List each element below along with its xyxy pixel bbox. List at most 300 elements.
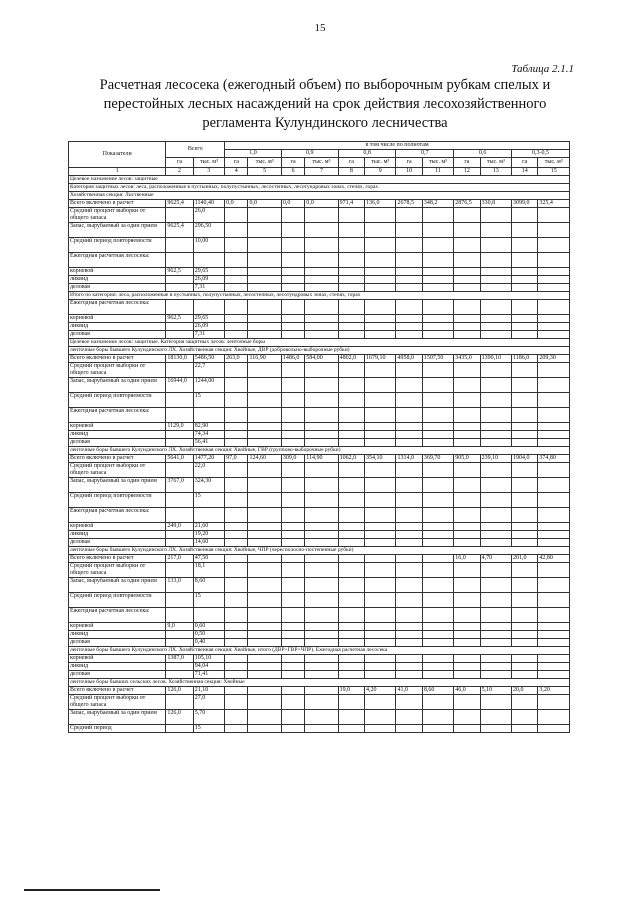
- table-cell: [538, 300, 570, 315]
- table-cell: [166, 408, 193, 423]
- table-cell: [248, 463, 281, 478]
- header-unit-ha: га: [225, 158, 248, 168]
- table-cell: [512, 284, 538, 292]
- table-cell: [305, 531, 338, 539]
- table-row: [69, 555, 570, 563]
- table-cell: [422, 463, 453, 478]
- table-cell: [512, 238, 538, 253]
- table-cell: [512, 431, 538, 439]
- table-cell: [305, 323, 338, 331]
- header-unit-volume: тыс. м³: [422, 158, 453, 168]
- column-number: 8: [338, 168, 364, 176]
- table-cell: [365, 608, 396, 623]
- table-cell: [538, 408, 570, 423]
- table-cell: [365, 539, 396, 547]
- table-cell: [305, 710, 338, 725]
- row-label: Средний процент выборки от общего запаса: [69, 208, 166, 223]
- table-cell: [225, 655, 248, 663]
- table-cell: 14,60: [193, 539, 224, 547]
- table-cell: [454, 363, 480, 378]
- table-cell: [281, 431, 304, 439]
- table-row: [69, 268, 570, 276]
- table-cell: [248, 593, 281, 608]
- table-cell: [365, 268, 396, 276]
- header-unit-ha: га: [166, 158, 193, 168]
- table-cell: [281, 523, 304, 531]
- table-cell: [512, 423, 538, 431]
- table-cell: [305, 593, 338, 608]
- table-cell: 0,50: [193, 631, 224, 639]
- table-cell: [512, 315, 538, 323]
- table-cell: [248, 623, 281, 631]
- table-cell: [281, 578, 304, 593]
- row-label: ликвид: [69, 631, 166, 639]
- table-cell: [338, 631, 364, 639]
- table-cell: 584,00: [305, 355, 338, 363]
- table-cell: [338, 663, 364, 671]
- table-cell: [512, 725, 538, 733]
- table-cell: 309,0: [281, 455, 304, 463]
- table-cell: 1904,0: [512, 455, 538, 463]
- header-unit-volume: тыс. м³: [365, 158, 396, 168]
- table-cell: [338, 539, 364, 547]
- table-row: [69, 238, 570, 253]
- table-cell: 26,0: [193, 208, 224, 223]
- table-cell: [480, 431, 511, 439]
- table-cell: [538, 223, 570, 238]
- row-label: деловая: [69, 439, 166, 447]
- table-cell: [422, 423, 453, 431]
- table-cell: [365, 439, 396, 447]
- table-cell: [454, 423, 480, 431]
- table-cell: 94,04: [193, 663, 224, 671]
- table-cell: 201,0: [512, 555, 538, 563]
- table-cell: [338, 725, 364, 733]
- table-cell: [248, 493, 281, 508]
- row-label: Средний процент выборки от общего запаса: [69, 563, 166, 578]
- header-density: 0,3-0,5: [512, 150, 570, 158]
- column-number: 9: [365, 168, 396, 176]
- table-cell: [305, 284, 338, 292]
- table-cell: [422, 439, 453, 447]
- table-cell: [422, 578, 453, 593]
- table-cell: 27,0: [193, 695, 224, 710]
- table-cell: [538, 463, 570, 478]
- table-cell: [422, 363, 453, 378]
- row-label: Запас, вырубаемый за один прием: [69, 378, 166, 393]
- table-cell: [538, 331, 570, 339]
- table-cell: [512, 300, 538, 315]
- table-cell: [248, 639, 281, 647]
- table-cell: [538, 363, 570, 378]
- column-number: 6: [281, 168, 304, 176]
- table-cell: [512, 408, 538, 423]
- table-row: [69, 331, 570, 339]
- table-cell: 209,30: [538, 355, 570, 363]
- table-cell: [281, 563, 304, 578]
- table-cell: 296,50: [193, 223, 224, 238]
- table-cell: [248, 663, 281, 671]
- table-cell: [338, 639, 364, 647]
- table-row: [69, 208, 570, 223]
- row-label: Средний период повторяемости: [69, 493, 166, 508]
- table-cell: [305, 539, 338, 547]
- table-cell: [480, 631, 511, 639]
- table-cell: [338, 276, 364, 284]
- table-cell: 124,60: [248, 455, 281, 463]
- table-cell: 7,31: [193, 331, 224, 339]
- row-label: деловая: [69, 284, 166, 292]
- table-row: [69, 593, 570, 608]
- table-cell: [396, 408, 422, 423]
- table-cell: [454, 639, 480, 647]
- table-cell: [538, 431, 570, 439]
- table-cell: 97,0: [225, 455, 248, 463]
- table-cell: [225, 393, 248, 408]
- table-cell: [480, 655, 511, 663]
- table-cell: [225, 408, 248, 423]
- table-row: [69, 578, 570, 593]
- row-label: Запас, вырубаемый за один прием: [69, 478, 166, 493]
- table-cell: [305, 378, 338, 393]
- table-cell: [225, 463, 248, 478]
- table-cell: [166, 725, 193, 733]
- table-cell: [166, 208, 193, 223]
- table-cell: [248, 423, 281, 431]
- header-indicator: Показатели: [69, 142, 166, 168]
- table-cell: [365, 208, 396, 223]
- table-row: [69, 363, 570, 378]
- table-cell: [454, 253, 480, 268]
- table-cell: [538, 523, 570, 531]
- table-cell: [396, 463, 422, 478]
- row-label: Средний период повторяемости: [69, 393, 166, 408]
- table-cell: [305, 695, 338, 710]
- header-density: 1,0: [225, 150, 282, 158]
- table-cell: [512, 671, 538, 679]
- table-cell: [338, 523, 364, 531]
- table-cell: [480, 531, 511, 539]
- column-number: 15: [538, 168, 570, 176]
- table-cell: [248, 725, 281, 733]
- table-cell: [338, 393, 364, 408]
- table-cell: [305, 276, 338, 284]
- table-cell: [248, 531, 281, 539]
- column-number: 12: [454, 168, 480, 176]
- row-label: Средний период повторяемости: [69, 593, 166, 608]
- table-cell: [166, 431, 193, 439]
- table-cell: [512, 578, 538, 593]
- table-cell: [281, 284, 304, 292]
- table-cell: [365, 323, 396, 331]
- table-cell: [365, 623, 396, 631]
- table-cell: [281, 331, 304, 339]
- table-cell: [422, 623, 453, 631]
- table-cell: [454, 695, 480, 710]
- table-cell: [512, 593, 538, 608]
- table-cell: [166, 663, 193, 671]
- table-cell: [281, 238, 304, 253]
- table-cell: 962,5: [166, 268, 193, 276]
- table-cell: 2678,5: [396, 200, 422, 208]
- table-cell: 0,40: [193, 639, 224, 647]
- table-cell: [480, 323, 511, 331]
- table-cell: [166, 639, 193, 647]
- table-cell: [338, 331, 364, 339]
- table-cell: [225, 639, 248, 647]
- table-cell: [225, 539, 248, 547]
- table-cell: [422, 555, 453, 563]
- table-cell: 1387,0: [166, 655, 193, 663]
- table-cell: [225, 725, 248, 733]
- row-label: корневой: [69, 623, 166, 631]
- table-cell: [166, 253, 193, 268]
- table-cell: [225, 478, 248, 493]
- table-cell: [248, 555, 281, 563]
- table-cell: [396, 493, 422, 508]
- table-cell: [248, 393, 281, 408]
- table-cell: [512, 539, 538, 547]
- table-cell: [365, 423, 396, 431]
- table-cell: 348,2: [422, 200, 453, 208]
- table-cell: [454, 578, 480, 593]
- table-cell: [225, 593, 248, 608]
- table-cell: [396, 439, 422, 447]
- table-cell: [480, 463, 511, 478]
- table-cell: [480, 593, 511, 608]
- table-cell: 126,0: [166, 687, 193, 695]
- row-label: ликвид: [69, 276, 166, 284]
- table-cell: [225, 555, 248, 563]
- table-cell: [166, 331, 193, 339]
- table-cell: [305, 393, 338, 408]
- table-cell: [305, 408, 338, 423]
- table-cell: [365, 463, 396, 478]
- table-cell: [305, 508, 338, 523]
- table-cell: [538, 315, 570, 323]
- table-cell: [396, 268, 422, 276]
- header-unit-ha: га: [281, 158, 304, 168]
- table-cell: [422, 478, 453, 493]
- table-row: [69, 725, 570, 733]
- table-cell: 126,0: [166, 710, 193, 725]
- table-cell: [365, 531, 396, 539]
- table-cell: [480, 378, 511, 393]
- table-cell: 1140,40: [193, 200, 224, 208]
- table-cell: [454, 508, 480, 523]
- table-cell: [480, 639, 511, 647]
- table-cell: [365, 276, 396, 284]
- table-cell: [480, 695, 511, 710]
- table-cell: [512, 223, 538, 238]
- row-label: Всего включено в расчет: [69, 687, 166, 695]
- table-row: [69, 253, 570, 268]
- table-cell: [538, 631, 570, 639]
- table-cell: 47,50: [193, 555, 224, 563]
- table-cell: [480, 663, 511, 671]
- table-cell: [248, 631, 281, 639]
- table-cell: [248, 671, 281, 679]
- header-density: 0,7: [396, 150, 454, 158]
- table-cell: [338, 463, 364, 478]
- table-row: [69, 655, 570, 663]
- table-cell: [281, 478, 304, 493]
- table-cell: [396, 223, 422, 238]
- table-cell: [225, 710, 248, 725]
- table-row: [69, 455, 570, 463]
- section-heading: ленточные боры бывшего Кулундинского ЛХ. Хозяйственная секция: Хвойные, итого (ДВР+ГВР+ЧПР). Ежегодная расчетная лесосека: [69, 647, 570, 655]
- row-label: Ежегодная расчетная лесосека:: [69, 408, 166, 423]
- table-cell: [225, 608, 248, 623]
- header-density: 0,9: [281, 150, 338, 158]
- table-cell: [538, 725, 570, 733]
- table-cell: [338, 623, 364, 631]
- table-cell: 1390,10: [480, 355, 511, 363]
- table-cell: 15: [193, 393, 224, 408]
- table-cell: [365, 508, 396, 523]
- section-heading: ленточные боры бывшего Кулундинского ЛХ. Хозяйственная секция: Хвойные, ЧПР (чересполосно-постепенные рубки): [69, 547, 570, 555]
- table-cell: 26,09: [193, 276, 224, 284]
- table-cell: [538, 439, 570, 447]
- table-cell: [422, 315, 453, 323]
- header-total: Всего: [166, 142, 225, 158]
- table-cell: [512, 478, 538, 493]
- row-label: Всего включено в расчет: [69, 355, 166, 363]
- table-cell: [480, 563, 511, 578]
- table-cell: [422, 663, 453, 671]
- table-cell: [281, 655, 304, 663]
- table-cell: [422, 331, 453, 339]
- table-cell: [538, 593, 570, 608]
- table-cell: [480, 623, 511, 631]
- table-row: [69, 493, 570, 508]
- table-cell: [225, 563, 248, 578]
- table-cell: [454, 539, 480, 547]
- table-cell: 3435,0: [454, 355, 480, 363]
- table-cell: 26,09: [193, 323, 224, 331]
- table-cell: [480, 423, 511, 431]
- table-cell: [338, 378, 364, 393]
- table-row: [69, 423, 570, 431]
- table-cell: 4958,0: [396, 355, 422, 363]
- table-cell: 15: [193, 725, 224, 733]
- column-number: 11: [422, 168, 453, 176]
- table-cell: [512, 563, 538, 578]
- table-cell: [454, 208, 480, 223]
- table-cell: [365, 284, 396, 292]
- table-cell: [281, 623, 304, 631]
- table-cell: [396, 393, 422, 408]
- table-row: [69, 463, 570, 478]
- table-cell: [365, 578, 396, 593]
- table-cell: [166, 695, 193, 710]
- table-cell: 2876,5: [454, 200, 480, 208]
- table-cell: [396, 578, 422, 593]
- column-number: 14: [512, 168, 538, 176]
- table-cell: [248, 608, 281, 623]
- table-cell: [338, 408, 364, 423]
- table-cell: [454, 439, 480, 447]
- table-cell: [166, 284, 193, 292]
- table-cell: 330,8: [480, 200, 511, 208]
- table-cell: [248, 710, 281, 725]
- table-cell: [396, 238, 422, 253]
- table-cell: [480, 300, 511, 315]
- column-number: 1: [69, 168, 166, 176]
- table-cell: [338, 238, 364, 253]
- header-unit-volume: тыс. м³: [305, 158, 338, 168]
- table-cell: [166, 363, 193, 378]
- section-heading: Хозяйственная секция: Лиственные: [69, 192, 570, 200]
- table-cell: [225, 523, 248, 531]
- table-cell: 29,65: [193, 315, 224, 323]
- table-row: [69, 315, 570, 323]
- table-cell: [538, 578, 570, 593]
- table-cell: [225, 663, 248, 671]
- table-cell: [454, 315, 480, 323]
- table-cell: [512, 323, 538, 331]
- table-cell: 325,4: [538, 200, 570, 208]
- table-cell: 1129,0: [166, 423, 193, 431]
- table-cell: [166, 508, 193, 523]
- table-cell: [338, 695, 364, 710]
- table-cell: [248, 268, 281, 276]
- page-number: 15: [314, 22, 326, 34]
- table-cell: [338, 363, 364, 378]
- table-cell: 3767,0: [166, 478, 193, 493]
- header-unit-volume: тыс. м³: [538, 158, 570, 168]
- table-cell: [338, 563, 364, 578]
- table-cell: 105,10: [193, 655, 224, 663]
- table-cell: [396, 523, 422, 531]
- table-cell: [454, 478, 480, 493]
- table-cell: 4,20: [365, 687, 396, 695]
- table-cell: [422, 300, 453, 315]
- row-label: Средний период: [69, 725, 166, 733]
- table-cell: 8,60: [193, 578, 224, 593]
- table-cell: [225, 631, 248, 639]
- table-cell: [396, 331, 422, 339]
- table-cell: [512, 523, 538, 531]
- table-cell: [281, 539, 304, 547]
- table-cell: [338, 284, 364, 292]
- table-cell: 42,80: [538, 555, 570, 563]
- table-cell: [422, 710, 453, 725]
- table-cell: [305, 663, 338, 671]
- table-cell: [512, 268, 538, 276]
- section-heading: Целевое назначение лесов: защитные. Категория защитных лесов: ленточные боры: [69, 339, 570, 347]
- table-cell: [422, 655, 453, 663]
- table-cell: [248, 315, 281, 323]
- table-cell: [396, 539, 422, 547]
- table-cell: [248, 408, 281, 423]
- table-cell: [480, 238, 511, 253]
- table-cell: [454, 284, 480, 292]
- table-cell: [166, 493, 193, 508]
- table-cell: [454, 531, 480, 539]
- table-cell: [480, 363, 511, 378]
- table-cell: [365, 695, 396, 710]
- table-cell: [338, 315, 364, 323]
- table-cell: [281, 608, 304, 623]
- column-number: 13: [480, 168, 511, 176]
- table-cell: [338, 323, 364, 331]
- table-cell: [281, 223, 304, 238]
- table-cell: [338, 423, 364, 431]
- table-cell: [422, 593, 453, 608]
- table-row: [69, 639, 570, 647]
- table-cell: [538, 671, 570, 679]
